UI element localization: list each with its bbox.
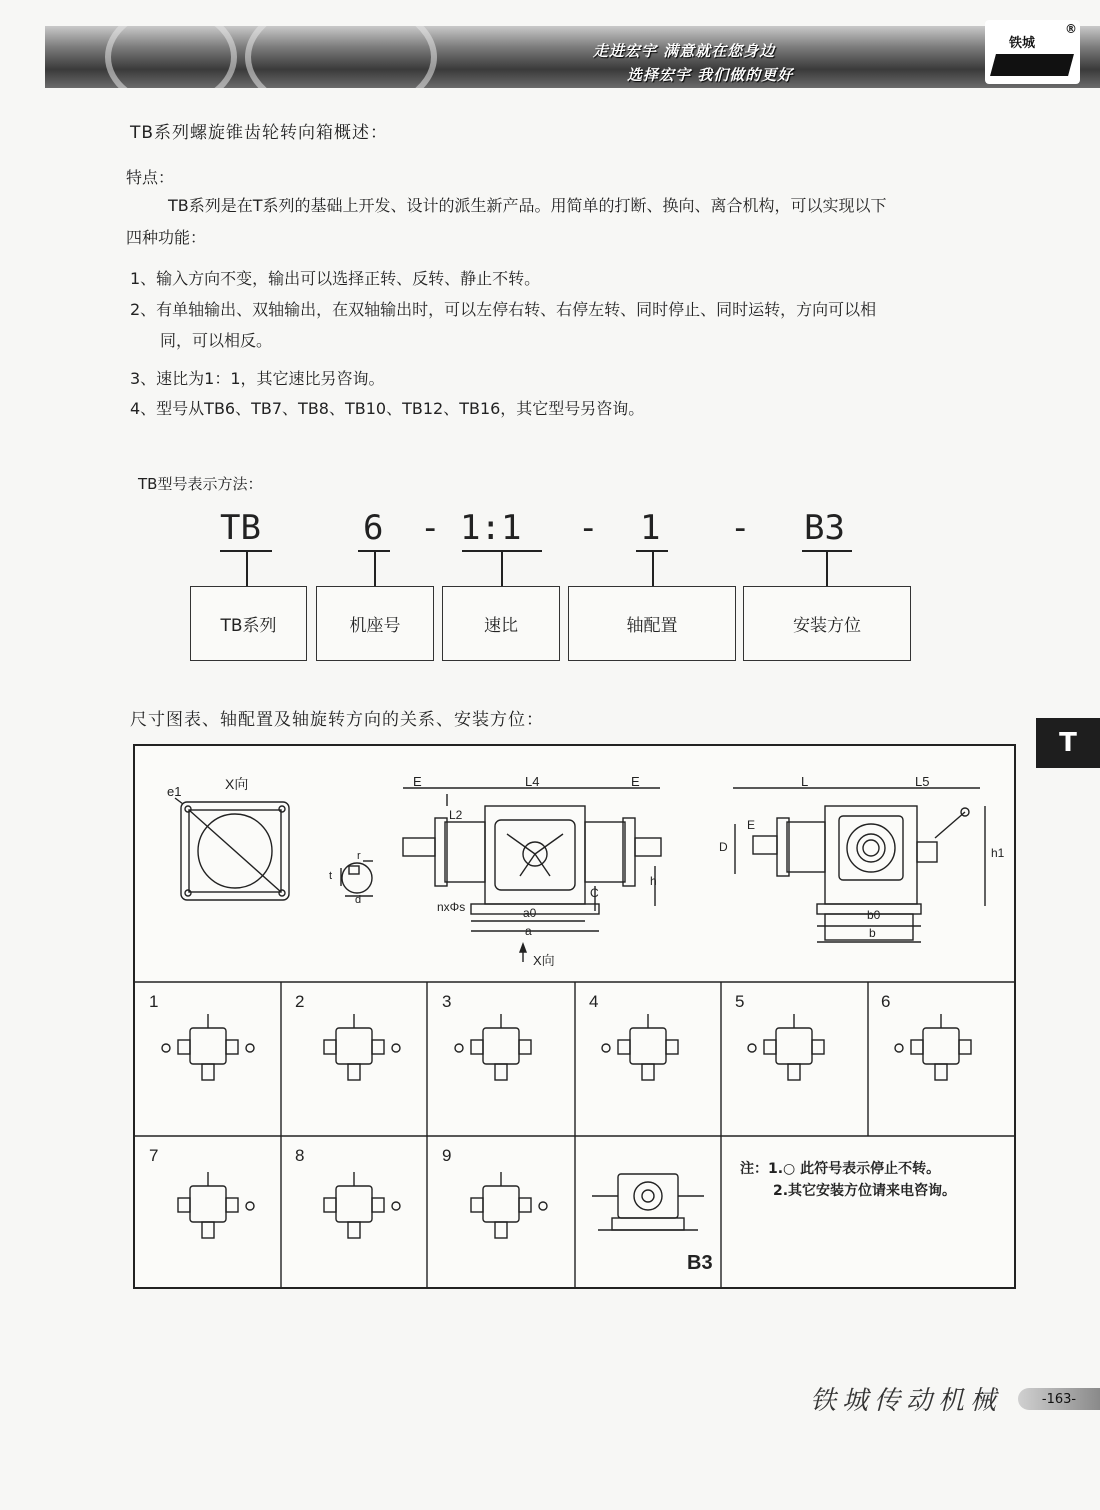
label-l2: L2 <box>449 808 463 822</box>
label-b0: b0 <box>867 908 881 922</box>
feature-item: 1、输入方向不变，输出可以选择正转、反转、静止不转。 <box>130 269 541 288</box>
label-e1: e1 <box>167 784 182 799</box>
dimensions-label: 尺寸图表、轴配置及轴旋转方向的关系、安装方位： <box>130 710 544 730</box>
decor-gear-ring <box>105 26 237 88</box>
label-nxphis: nxΦs <box>437 900 466 914</box>
connector-line <box>246 552 248 586</box>
feature-item: 3、速比为1：1，其它速比另咨询。 <box>130 369 385 388</box>
code-part-series: TB <box>220 508 261 548</box>
dimension-drawing-frame <box>133 744 1016 1289</box>
features-intro-line1: TB系列是在T系列的基础上开发、设计的派生新产品。用简单的打断、换向、离合机构，可以实现以下 <box>168 196 887 215</box>
connector-line <box>501 552 503 586</box>
config-number-5: 5 <box>735 992 745 1011</box>
header-banner <box>45 26 1100 88</box>
model-code-label: TB型号表示方法： <box>138 475 263 493</box>
config-number-8: 8 <box>295 1146 305 1165</box>
config-number-6: 6 <box>881 992 891 1011</box>
features-heading: 特点： <box>126 168 175 187</box>
label-h1: h1 <box>991 846 1005 860</box>
code-box-ratio: 速比 <box>442 586 560 661</box>
label-d-big: D <box>719 840 728 854</box>
slogan-line-1: 走进宏宇 满意就在您身边 <box>593 42 776 60</box>
config-number-4: 4 <box>589 992 599 1011</box>
feature-item: 同，可以相反。 <box>160 331 273 350</box>
slogan-line-2: 选择宏宇 我们做的更好 <box>627 66 794 84</box>
label-b: b <box>869 926 876 940</box>
code-dash: - <box>420 508 441 548</box>
page-number: -163- <box>1018 1388 1100 1410</box>
label-x-view: X向 <box>225 776 249 792</box>
feature-item: 2、有单轴输出、双轴输出，在双轴输出时，可以左停右转、右停左转、同时停止、同时运转，方向可以相 <box>130 300 877 319</box>
label-t: t <box>329 870 333 882</box>
config-gearbox-icons <box>162 1014 971 1238</box>
config-number-1: 1 <box>149 992 159 1011</box>
note-line-1: 注：1.○ 此符号表示停止不转。 <box>740 1161 941 1177</box>
code-box-series: TB系列 <box>190 586 307 661</box>
feature-item: 4、型号从TB6、TB7、TB8、TB10、TB12、TB16，其它型号另咨询。 <box>130 399 645 418</box>
code-part-shaft: 1 <box>640 508 661 548</box>
side-view-drawing <box>733 788 985 942</box>
label-r: r <box>357 850 361 862</box>
config-number-7: 7 <box>149 1146 159 1165</box>
label-a0: a0 <box>523 906 537 920</box>
code-box-frame: 机座号 <box>316 586 434 661</box>
label-a: a <box>525 924 532 938</box>
registered-mark: ® <box>1065 22 1077 36</box>
label-e-left: E <box>413 774 422 789</box>
label-h: h <box>650 874 657 888</box>
note-line-2: 2.其它安装方位请来电咨询。 <box>773 1183 957 1199</box>
front-view-drawing <box>403 788 661 962</box>
label-x-arrow: X向 <box>533 953 555 968</box>
label-l5: L5 <box>915 774 930 789</box>
features-intro-line2: 四种功能： <box>126 228 207 247</box>
label-l: L <box>801 774 809 789</box>
connector-line <box>826 552 828 586</box>
shaft-key-section <box>341 861 373 896</box>
code-part-frame: 6 <box>363 508 384 548</box>
decor-gear-ring <box>245 26 437 88</box>
logo-mark <box>990 54 1074 76</box>
connector-line <box>652 552 654 586</box>
label-d-small: d <box>355 894 362 906</box>
label-e-right: E <box>631 774 640 789</box>
logo-text: 铁城 <box>1009 36 1036 51</box>
page-title: TB系列螺旋锥齿轮转向箱概述： <box>130 123 389 143</box>
code-part-ratio: 1:1 <box>460 508 522 548</box>
code-dash: - <box>578 508 599 548</box>
brand-logo <box>985 20 1080 84</box>
config-number-9: 9 <box>442 1146 452 1165</box>
label-l4: L4 <box>525 774 540 789</box>
code-box-mount: 安装方位 <box>743 586 911 661</box>
flange-view-drawing <box>175 798 289 900</box>
mount-label-b3: B3 <box>687 1252 713 1274</box>
connector-line <box>374 552 376 586</box>
code-part-mount: B3 <box>804 508 845 548</box>
label-e-side: E <box>747 818 756 832</box>
config-number-3: 3 <box>442 992 452 1011</box>
code-dash: - <box>730 508 751 548</box>
config-number-2: 2 <box>295 992 305 1011</box>
label-c: C <box>590 886 599 900</box>
footer-company: 铁城传动机械 <box>810 1386 1003 1416</box>
technical-drawing <box>135 746 1014 1287</box>
code-box-shaft: 轴配置 <box>568 586 736 661</box>
section-tab: T <box>1036 718 1100 768</box>
